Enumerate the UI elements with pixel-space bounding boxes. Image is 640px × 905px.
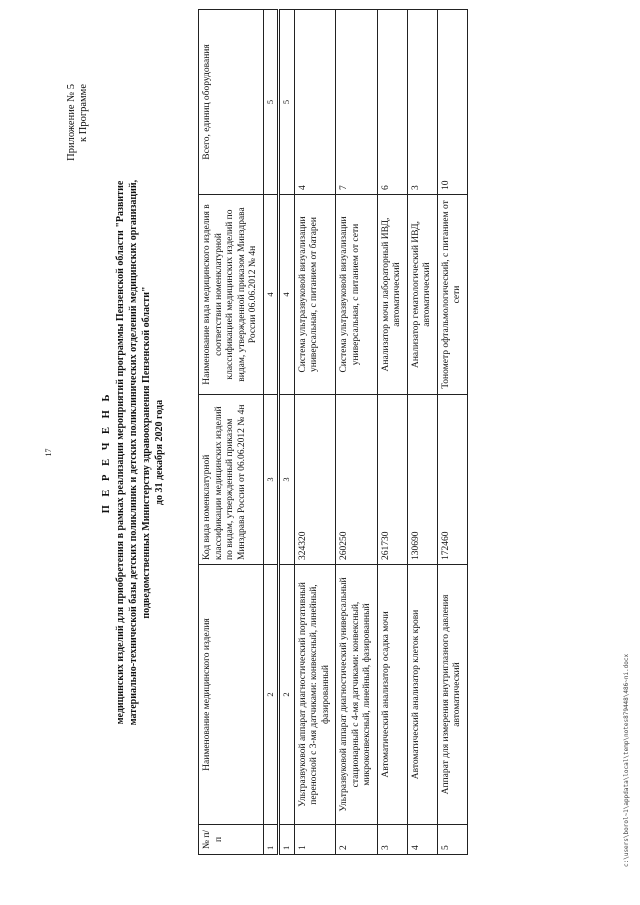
row-number: 5 [437, 825, 467, 855]
appendix-line-2: к Программе [78, 84, 89, 142]
column-number: 3 [263, 395, 278, 565]
row-number: 1 [294, 825, 336, 855]
row-number: 4 [407, 825, 437, 855]
column-number: 1 [280, 825, 295, 855]
column-number-row-repeat [280, 10, 295, 855]
header-kind: Наименование вида медицинского изделия в соответствии номенклатурной классификацией медицинских изделий по видам, утвержденной приказом Минздрава России 06.06.2012 № 4н [199, 195, 264, 395]
file-path-footer: c:\users\borol~1\appdata\local\temp\notes879448\486~ni.docx [623, 653, 630, 867]
row-quantity: 6 [377, 10, 407, 195]
table-row [437, 10, 467, 855]
document-title [100, 60, 166, 845]
table-header-row [199, 10, 264, 855]
row-kind: Система ультразвуковой визуализации универсальная, с питанием от сети [336, 195, 378, 395]
appendix-line-1: Приложение № 5 [66, 84, 77, 161]
row-kind: Анализатор гематологический ИВД, автоматический [407, 195, 437, 395]
row-name: Аппарат для измерения внутриглазного давления автоматический [437, 565, 467, 825]
row-kind: Анализатор мочи лабораторный ИВД, автоматический [377, 195, 407, 395]
table-row [336, 10, 378, 855]
row-number: 3 [377, 825, 407, 855]
row-quantity: 10 [437, 10, 467, 195]
row-code: 261730 [377, 395, 407, 565]
table-row [407, 10, 437, 855]
header-code: Код вида номенклатурной классификации медицинских изделий по видам, утвержденный приказом Минздрава России от 06.06.2012 № 4н [199, 395, 264, 565]
title-heading: П Е Р Е Ч Е Н Ь [101, 391, 112, 514]
row-kind: Система ультразвуковой визуализации универсальная, с питанием от батареи [294, 195, 336, 395]
row-code: 130690 [407, 395, 437, 565]
equipment-table [198, 9, 468, 855]
row-code: 260250 [336, 395, 378, 565]
table-row [377, 10, 407, 855]
title-line-3: подведомственных Министерству здравоохранения Пензенской области" [141, 286, 152, 619]
column-number: 3 [280, 395, 295, 565]
page-number: 17 [44, 448, 53, 457]
column-number: 4 [280, 195, 295, 395]
appendix-note [66, 84, 90, 161]
column-number: 1 [263, 825, 278, 855]
column-number: 5 [280, 10, 295, 195]
title-line-2: материально-технической базы детских поликлиник и детских поликлинических отделений медицинских организаций, [128, 179, 139, 726]
column-number: 4 [263, 195, 278, 395]
column-number-row [263, 10, 278, 855]
title-line-4: до 31 декабря 2020 года [154, 399, 165, 506]
column-number: 5 [263, 10, 278, 195]
row-quantity: 3 [407, 10, 437, 195]
row-name: Ультразвуковой аппарат диагностический универсальный стационарный с 4-мя датчиками: конвексный, микроконвексный, линейный, фазированный [336, 565, 378, 825]
header-quantity: Всего, единиц оборудования [199, 10, 264, 195]
row-code: 324320 [294, 395, 336, 565]
table-row [294, 10, 336, 855]
column-number: 2 [280, 565, 295, 825]
row-name: Автоматический анализатор осадка мочи [377, 565, 407, 825]
row-quantity: 7 [336, 10, 378, 195]
row-name: Ультразвуковой аппарат диагностический портативный переносной с 3-мя датчиками: конвексный, линейный, фазированный [294, 565, 336, 825]
row-quantity: 4 [294, 10, 336, 195]
row-number: 2 [336, 825, 378, 855]
header-name: Наименование медицинского изделия [199, 565, 264, 825]
title-line-1: медицинских изделий для приобретения в рамках реализации мероприятий программы Пензенской области "Развитие [115, 180, 126, 725]
row-name: Автоматический анализатор клеток крови [407, 565, 437, 825]
header-number: № п/п [199, 825, 264, 855]
row-kind: Тонометр офтальмологический, с питанием от сети [437, 195, 467, 395]
row-code: 172460 [437, 395, 467, 565]
column-number: 2 [263, 565, 278, 825]
